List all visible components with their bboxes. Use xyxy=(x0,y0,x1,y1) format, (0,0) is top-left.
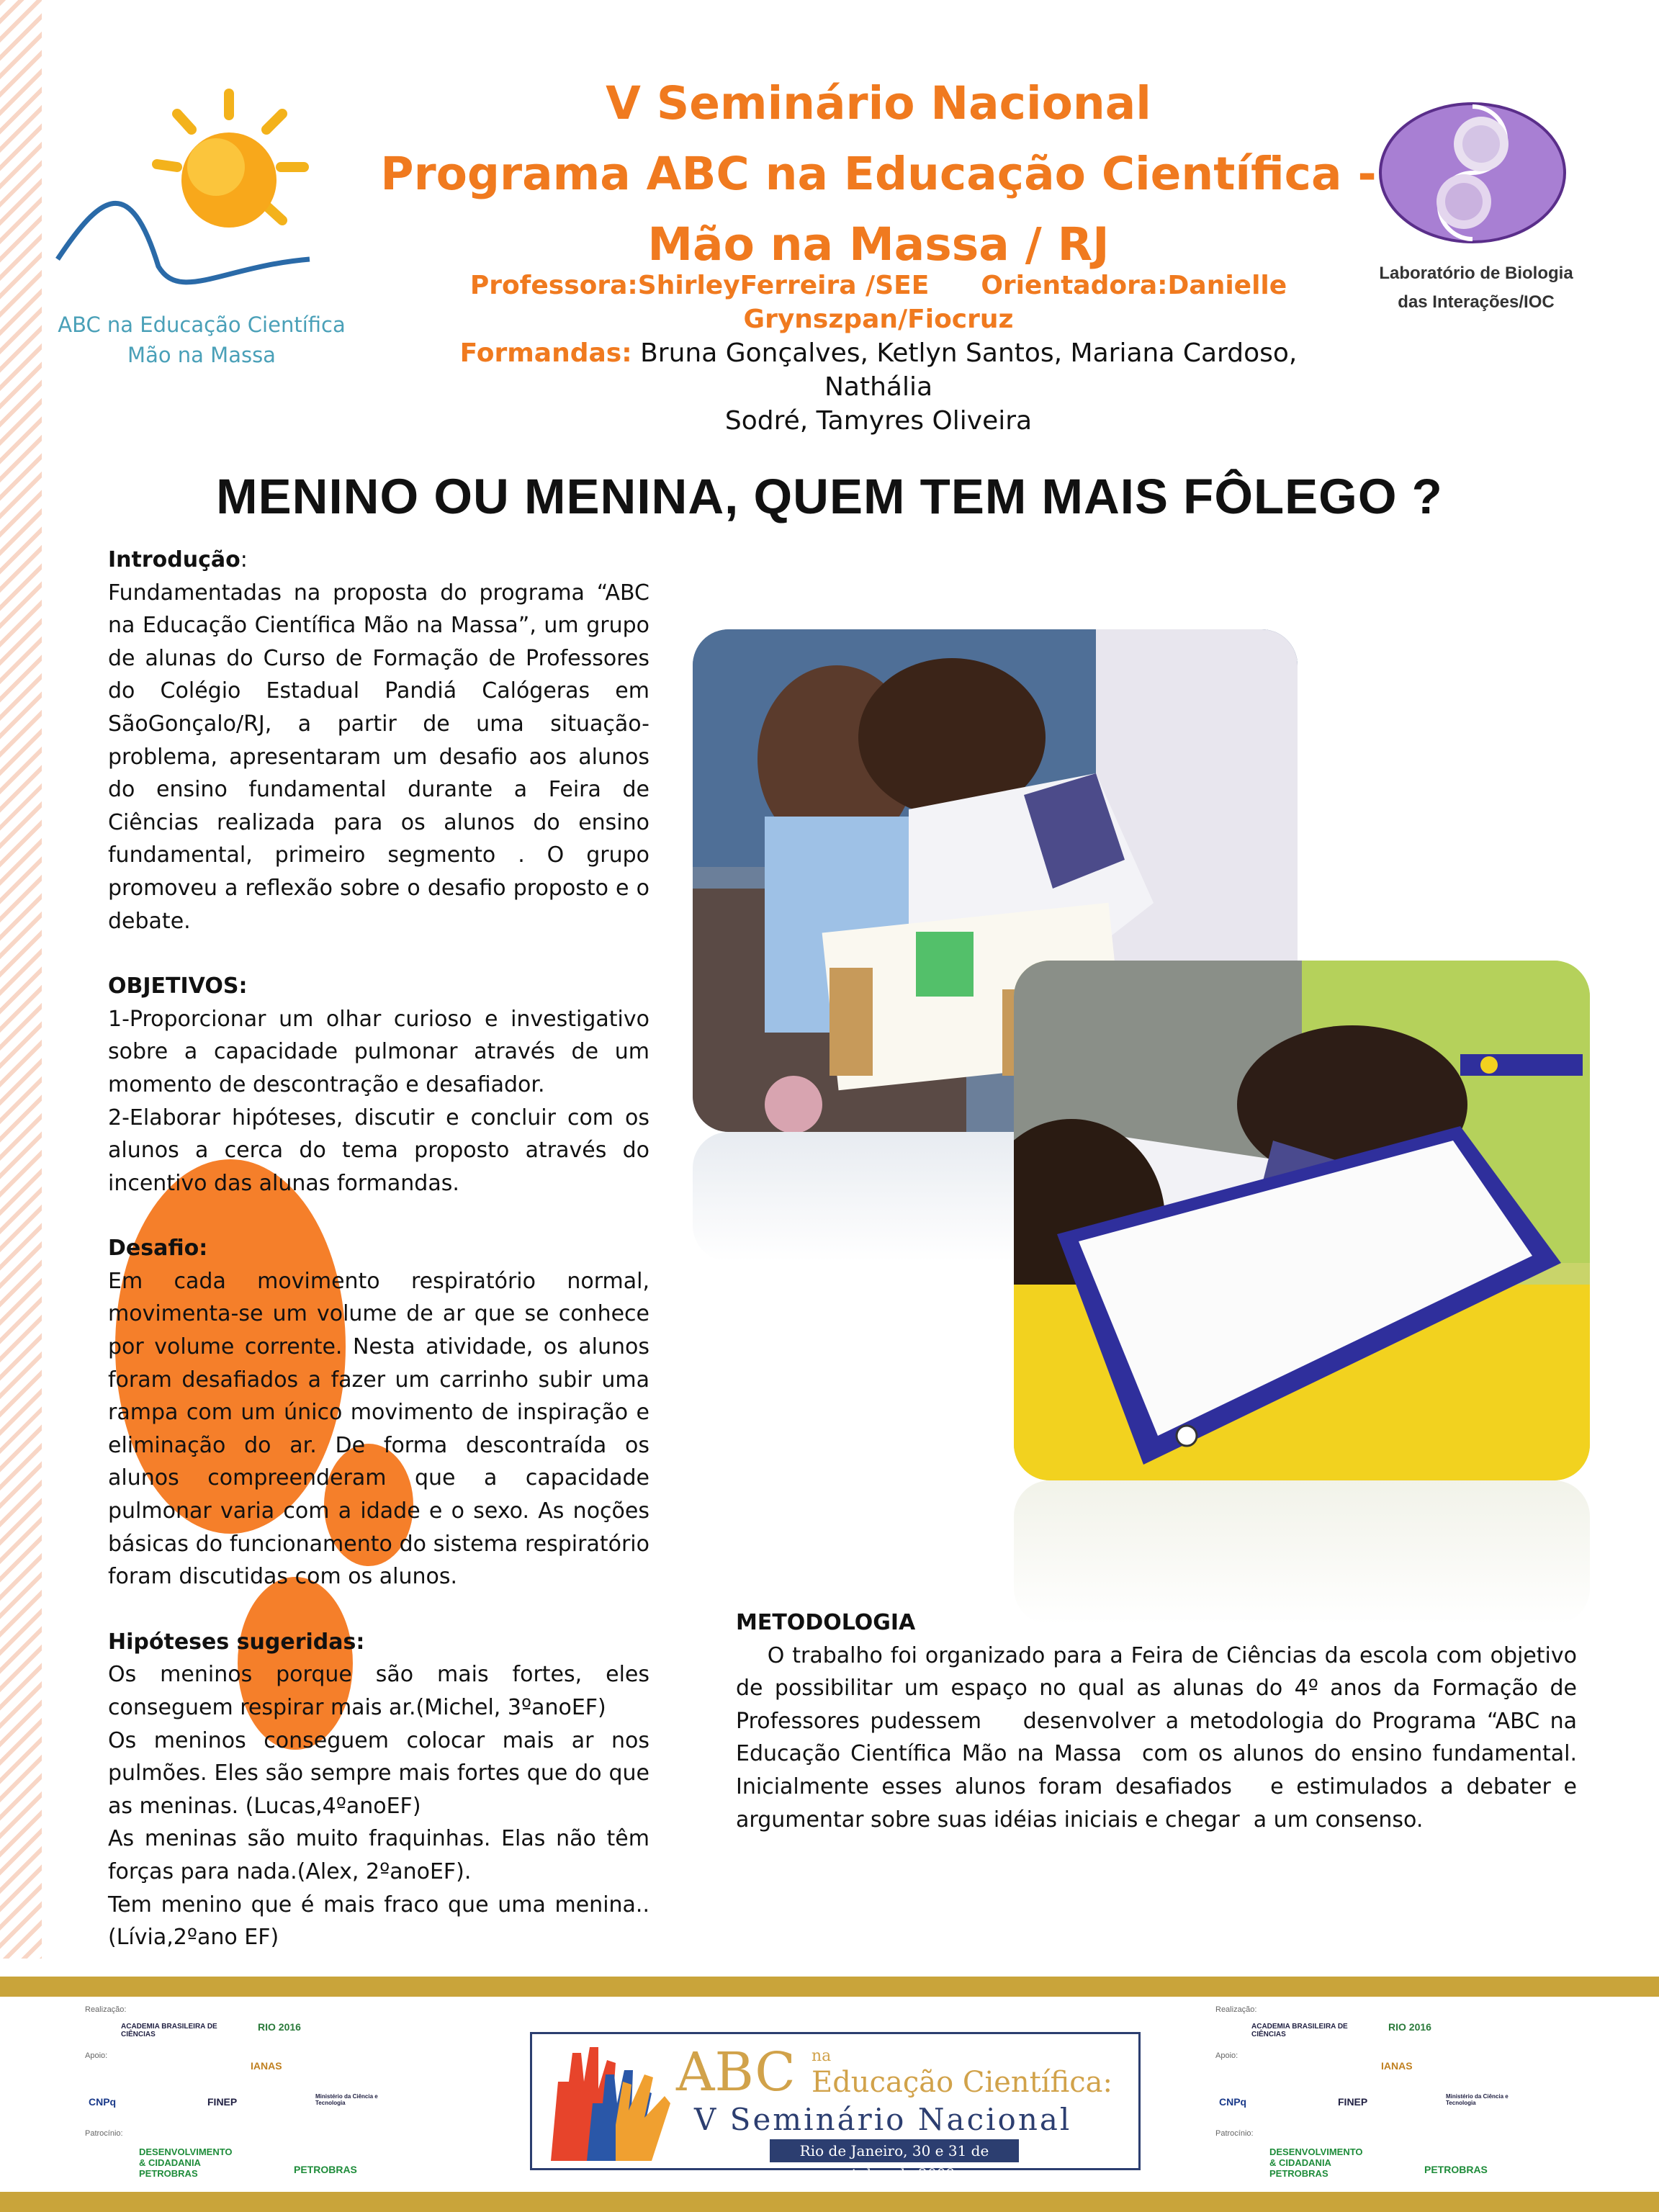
orientadora: Orientadora:Danielle xyxy=(981,271,1287,300)
abc-logo-caption: ABC na Educação Científica Mão na Massa xyxy=(58,313,346,367)
banner-abc: ABC xyxy=(676,2041,796,2103)
decorative-stripe xyxy=(0,0,42,1959)
laboratory-logo-caption: Laboratório de Biologia das Interações/IOC xyxy=(1379,264,1573,312)
label-apoio: Apoio: xyxy=(85,2051,108,2060)
metodologia-section xyxy=(736,1606,1584,1836)
ianas-logo: IANAS xyxy=(251,2060,282,2072)
formandas-names-2: Sodré, Tamyres Oliveira xyxy=(724,406,1033,436)
rio2016-logo: RIO 2016 xyxy=(258,2021,301,2033)
mct-logo: Ministério da Ciência e Tecnologia xyxy=(315,2093,378,2106)
objetivos-heading: OBJETIVOS: xyxy=(108,974,248,999)
petrobras-desenvolvimento-logo-right: DESENVOLVIMENTO & CIDADANIA PETROBRAS xyxy=(1269,2146,1363,2179)
photo-boy-blowing-ramp xyxy=(1014,961,1590,1480)
banner-educacao: Educação Científica: xyxy=(811,2066,1112,2099)
professora: Professora:ShirleyFerreira /SEE xyxy=(469,271,930,300)
finep-logo-right: FINEP xyxy=(1338,2096,1368,2108)
abc-logo xyxy=(50,86,317,302)
sponsors-left xyxy=(85,2005,459,2185)
rio2016-logo-right: RIO 2016 xyxy=(1388,2021,1431,2033)
banner-na: na xyxy=(811,2047,832,2065)
banner-seminario: V Seminário Nacional xyxy=(694,2102,1072,2137)
handprints-icon xyxy=(536,2038,673,2162)
hipotese-1: Os meninos porque são mais fortes, eles conseguem respirar mais ar.(Michel, 3ºanoEF) xyxy=(108,1662,649,1720)
seminar-title: V Seminário Nacional Programa ABC na Educação Científica - Mão na Massa / RJ xyxy=(380,77,1377,271)
petrobras-desenvolvimento-logo: DESENVOLVIMENTO & CIDADANIA PETROBRAS xyxy=(139,2146,233,2179)
photo-reflection-2 xyxy=(1014,1480,1590,1624)
label-realizacao-right: Realização: xyxy=(1215,2005,1257,2014)
hipotese-2: Os meninos conseguem colocar mais ar nos pulmões. Eles são sempre mais fortes que do que as meninas. (Lucas,4ºanoEF) xyxy=(108,1727,649,1819)
label-patrocinio-right: Patrocínio: xyxy=(1215,2129,1254,2138)
petrobras-logo: PETROBRAS xyxy=(294,2164,357,2175)
ianas-logo-right: IANAS xyxy=(1381,2060,1413,2072)
intro-colon: : xyxy=(240,547,248,572)
cnpq-logo-right: CNPq xyxy=(1219,2096,1247,2108)
footer-bar-top xyxy=(0,1977,1659,1997)
hipoteses-heading: Hipóteses sugeridas: xyxy=(108,1629,365,1655)
academia-logo: ACADEMIA BRASILEIRA DE CIÊNCIAS xyxy=(121,2023,217,2038)
finep-logo: FINEP xyxy=(207,2096,238,2108)
metodologia-text: O trabalho foi organizado para a Feira de Ciências da escola com objetivo de possibilitar um espaço no qual as alunas do 4º anos da Formação de Professores pudessem desenvolver a metodologia do Programa “ABC na Educação Científica Mão na Massa com os alunos do ensino fundamental. Inicialmente esses alunos foram desafiados e estimulados a debater e argumentar sobre suas idéias iniciais e chegar a um consenso. xyxy=(736,1642,1584,1833)
formandas-names: Bruna Gonçalves, Ketlyn Santos, Mariana Cardoso, Nathália xyxy=(631,338,1298,402)
left-column xyxy=(108,544,649,1954)
desafio-text: Em cada movimento respiratório normal, movimenta-se um volume de ar que se conhece por volume corrente. Nesta atividade, os alunos foram desafiados a fazer um carrinho subir uma rampa com um único movimento de inspiração e eliminação do ar. De forma descontraída os alunos compreenderam que a capacidade pulmonar varia com a idade e o sexo. As noções básicas do funcionamento do sistema respiratório foram discutidas com os alunos. xyxy=(108,1268,649,1590)
academia-logo-right: ACADEMIA BRASILEIRA DE CIÊNCIAS xyxy=(1251,2023,1348,2038)
label-realizacao: Realização: xyxy=(85,2005,127,2014)
metodologia-heading: METODOLOGIA xyxy=(736,1610,916,1635)
cnpq-logo: CNPq xyxy=(89,2096,117,2108)
credits xyxy=(403,269,1354,438)
seminar-banner xyxy=(530,2032,1141,2182)
sponsors-right xyxy=(1215,2005,1590,2185)
poster-title: MENINO OU MENINA, QUEM TEM MAIS FÔLEGO ? xyxy=(216,469,1443,524)
orientadora-line2: Grynszpan/Fiocruz xyxy=(743,305,1014,334)
laboratory-logo xyxy=(1372,101,1577,245)
banner-date: Rio de Janeiro, 30 e 31 de outubro de 2009 xyxy=(770,2139,1019,2162)
objetivo-2: 2-Elaborar hipóteses, discutir e concluir com os alunos a cerca do tema proposto através do incentivo das alunas formandas. xyxy=(108,1105,649,1196)
objetivo-1: 1-Proporcionar um olhar curioso e investigativo sobre a capacidade pulmonar através de um momento de descontração e desafiador. xyxy=(108,1006,649,1097)
label-patrocinio: Patrocínio: xyxy=(85,2129,123,2138)
petrobras-logo-right: PETROBRAS xyxy=(1424,2164,1488,2175)
intro-text: Fundamentadas na proposta do programa “ABC na Educação Científica Mão na Massa”, um grupo de alunas do Curso de Formação de Professores do Colégio Estadual Pandiá Calógeras em SãoGonçalo/RJ, a partir de uma situação-problema, apresentaram um desafio aos alunos do ensino fundamental durante a Feira de Ciências realizada para os alunos do ensino fundamental, primeiro segmento . O grupo promoveu a reflexão sobre o desafio proposto e o debate. xyxy=(108,580,649,934)
hipotese-4: Tem menino que é mais fraco que uma menina..(Lívia,2ºano EF) xyxy=(108,1892,649,1951)
label-apoio-right: Apoio: xyxy=(1215,2051,1238,2060)
intro-heading: Introdução xyxy=(108,547,240,572)
hipotese-3: As meninas são muito fraquinhas. Elas não têm forças para nada.(Alex, 2ºanoEF). xyxy=(108,1826,649,1884)
desafio-heading: Desafio: xyxy=(108,1236,208,1262)
formandas-label: Formandas: xyxy=(459,338,632,368)
footer-bar-bottom xyxy=(0,2192,1659,2212)
mct-logo-right: Ministério da Ciência e Tecnologia xyxy=(1446,2093,1509,2106)
